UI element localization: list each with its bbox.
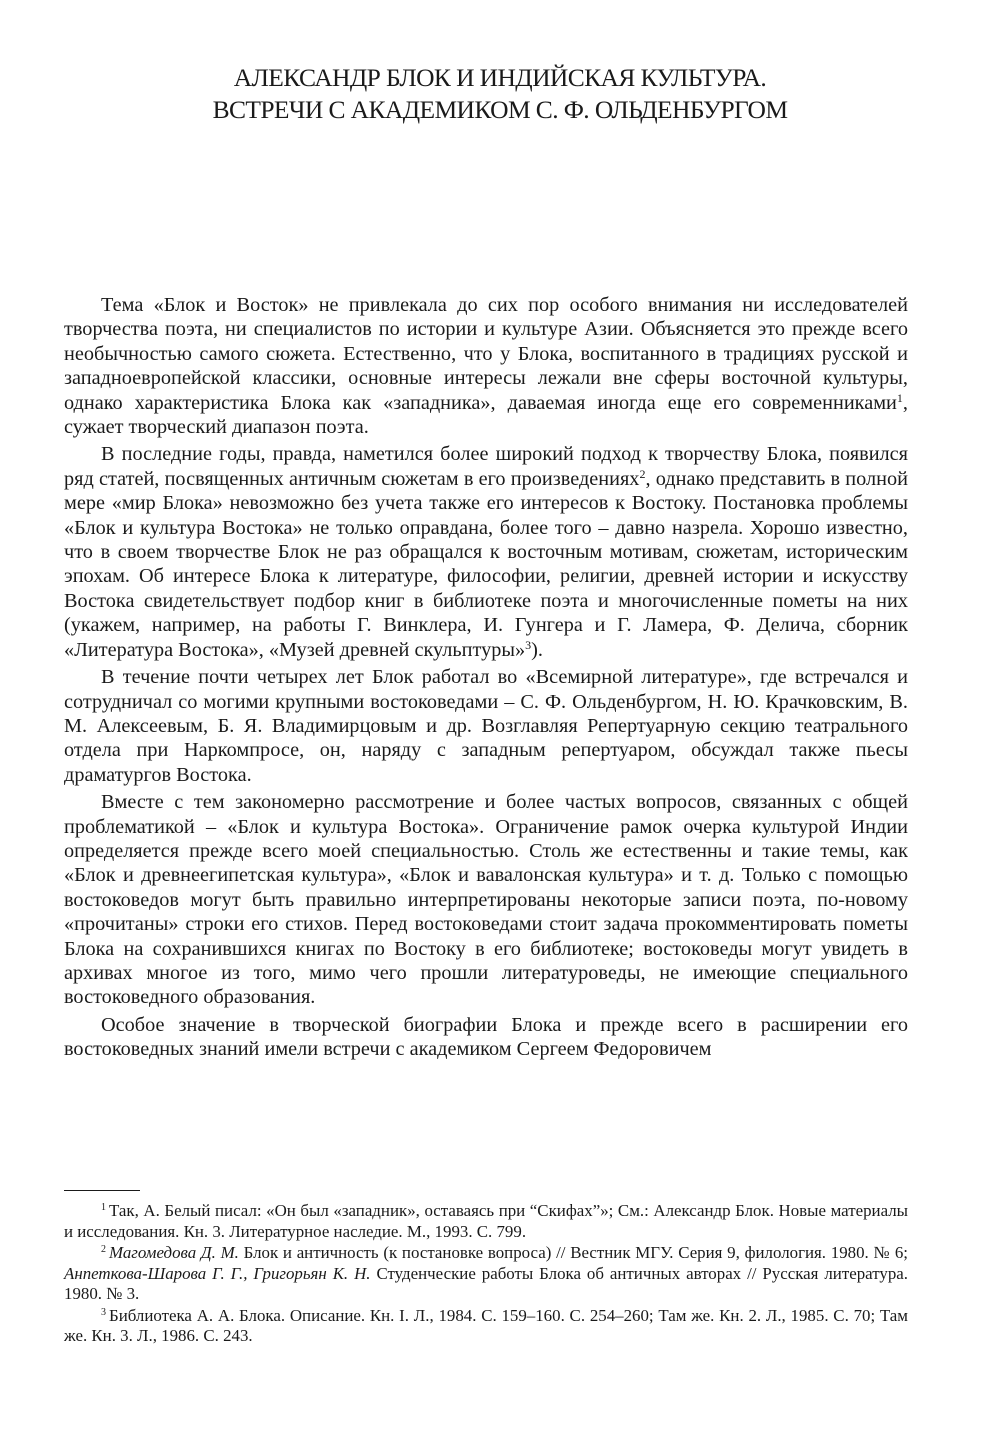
footnote-1 — [64, 1201, 908, 1242]
footnote-ref-2[interactable]: 2 — [639, 466, 646, 481]
paragraph-2-text-c: ). — [531, 638, 543, 661]
article-title — [60, 62, 940, 126]
paragraph-2 — [64, 442, 908, 662]
footnote-2-text-a: Блок и античность (к постановке вопроса) // Вестник МГУ. Серия 9, филология. 1980. № 6; — [238, 1243, 908, 1262]
paragraph-2-text-b: , однако представить в полной мере «мир Блока» невозможно без учета также его интересов к Востоку. Постановка проблемы «Блок и культура Востока» не только оправдана, более того – давно назрела. Хорошо известно, что в своем творчестве Блок не раз обращался к восточным мотивам, сюжетам, историческим эпохам. Об интересе Блока к литературе, философии, религии, древней истории и искусству Востока свидетельствует подбор книг в библиотеке поэта и многочисленные пометы на них (укажем, например, на работы Г. Винклера, И. Гунгера и Г. Ламера, Ф. Делича, сборник «Литература Востока», «Музей древней скульптуры» — [64, 467, 908, 661]
footnote-ref-1[interactable]: 1 — [896, 390, 903, 405]
paragraph-1-text-a: Тема «Блок и Восток» не привлекала до сих пор особого внимания ни исследователей творчества поэта, ни специалистов по истории и культуре Азии. Объясняется это прежде всего необычностью самого сюжета. Естественно, что у Блока, воспитанного в традициях русской и западноевропейской классики, основные интересы лежали вне сферы восточной культуры, однако характеристика Блока как «западника», даваемая иногда еще его современниками — [64, 294, 908, 414]
footnote-2-author-1: Магомедова Д. М. — [109, 1243, 239, 1262]
footnote-1-text: Так, А. Белый писал: «Он был «западник», оставаясь при “Скифах”»; См.: Александр Блок. Новые материалы и исследования. Кн. 3. Литературное наследие. М., 1993. С. 799. — [64, 1201, 908, 1241]
footnote-2-author-2: Анпеткова-Шарова Г. Г., Григорьян К. Н. — [64, 1263, 371, 1283]
paragraph-4: Вместе с тем закономерно рассмотрение и более частых вопросов, связанных с общей проблематикой – «Блок и культура Востока». Ограничение рамок очерка культурой Индии определяется прежде всего моей специальностью. Столь же естественны и такие темы, как «Блок и древнеегипетская культура», «Блок и вавалонская культура» и т. д. Только с помощью востоковедов могут быть правильно интерпретированы некоторые записи поэта, по-новому «прочитаны» строки его стихов. Перед востоковедами стоит задача прокомментировать пометы Блока на сохранившихся книгах по Востоку в его библиотеке; востоковеды могут увидеть в архивах многое из того, мимо чего прошли литературоведы, не имеющие специального востоковедного образования. — [64, 791, 908, 1009]
paragraph-2-text-a: В последние годы, правда, наметился более широкий подход к творчеству Блока, появился ряд статей, посвященных античным сюжетам в его произведениях — [64, 443, 908, 490]
footnote-3 — [64, 1306, 908, 1347]
paragraph-3: В течение почти четырех лет Блок работал во «Всемирной литературе», где встречался и сотрудничал со могими крупными востоковедами – С. Ф. Ольденбургом, Н. Ю. Крачковским, В. М. Алексеевым, Б. Я. Владимирцовым и др. Возглавляя Репертуарную секцию театрального отдела при Наркомпросе, он, наряду с западным репертуаром, обсуждал также пьесы драматургов Востока. — [64, 666, 908, 786]
footnote-3-number: 3 — [101, 1306, 106, 1318]
paragraph-5: Особое значение в творческой биографии Блока и прежде всего в расширении его востоковедных знаний имели встречи с академиком Сергеем Федоровичем — [64, 1013, 908, 1061]
title-line-2: ВСТРЕЧИ С АКАДЕМИКОМ С. Ф. ОЛЬДЕНБУРГОМ — [212, 95, 788, 124]
paragraph-1-text-b: , сужает творческий диапазон поэта. — [64, 391, 908, 439]
footnote-divider — [64, 1190, 140, 1191]
footnote-1-number: 1 — [101, 1202, 106, 1213]
footnote-2-number: 2 — [101, 1244, 106, 1255]
footnote-ref-3[interactable]: 3 — [525, 637, 532, 652]
paragraph-1 — [64, 293, 908, 439]
footnote-2 — [64, 1243, 908, 1305]
article-body — [64, 293, 908, 1065]
footnote-3-text: Библиотека А. А. Блока. Описание. Кн. I. Л., 1984. С. 159–160. С. 254–260; Там же. Кн. 2. Л., 1985. С. 70; Там же. Кн. 3. Л., 1986. С. 243. — [64, 1305, 908, 1345]
footnotes — [64, 1201, 908, 1348]
title-line-1: АЛЕКСАНДР БЛОК И ИНДИЙСКАЯ КУЛЬТУРА. — [233, 63, 767, 92]
footnote-2-text-b: Студенческие работы Блока об античных авторах // Русская литература. 1980. № 3. — [64, 1263, 908, 1303]
